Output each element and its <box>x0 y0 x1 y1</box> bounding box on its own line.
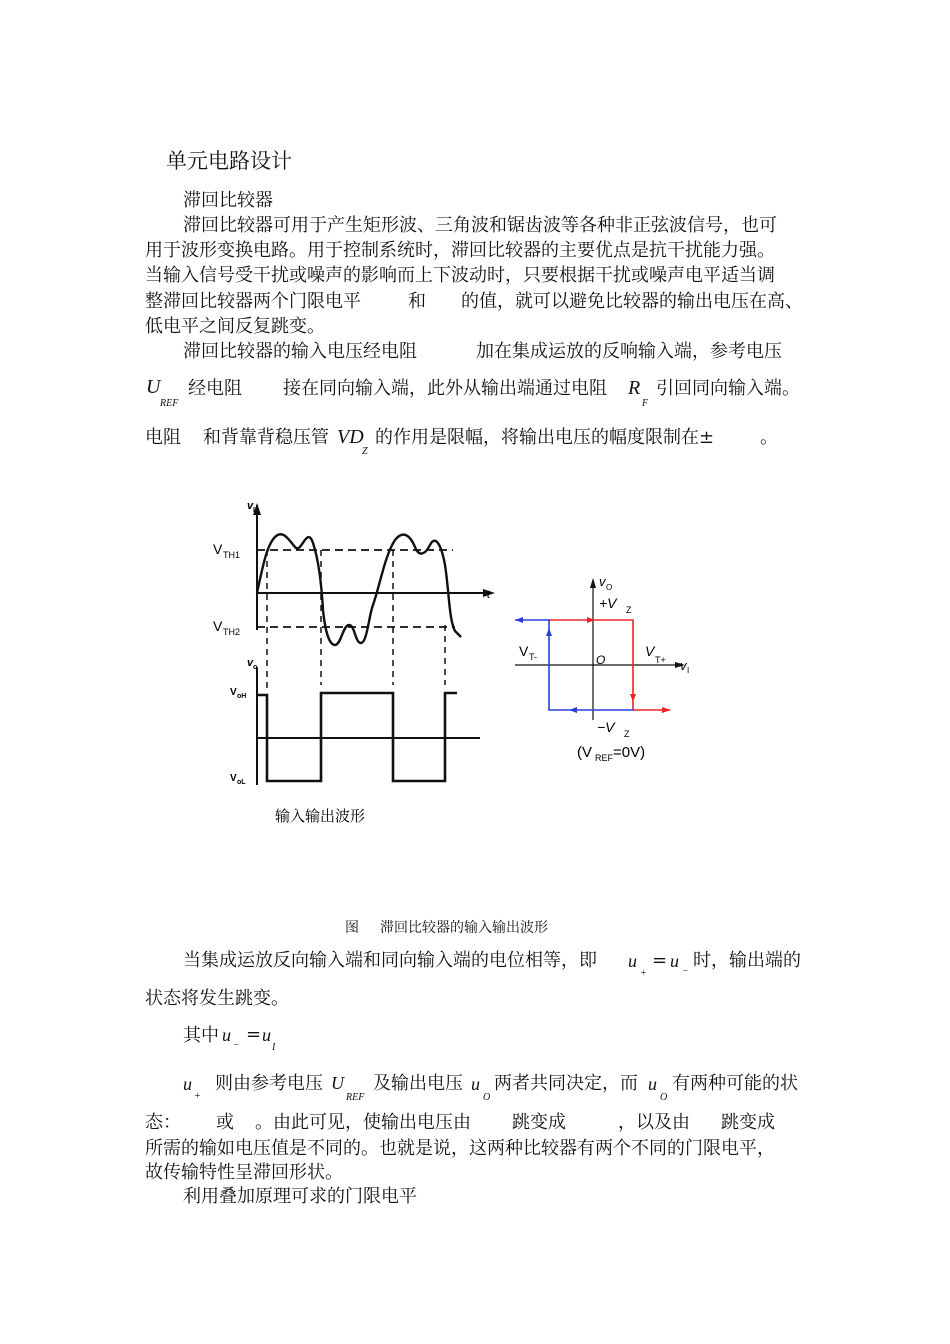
var-u-plus-2: u <box>183 1074 192 1094</box>
eq-sign: = <box>652 950 668 971</box>
var-R: R <box>628 377 641 399</box>
para5-l2c: 。由此可见，使输出电压由 <box>255 1112 471 1133</box>
vo-sub: o <box>253 664 258 671</box>
para2-line3d: 。 <box>760 427 778 448</box>
para1-line5: 低电平之间反复跳变。 <box>145 316 325 337</box>
sub-REF-2: REF <box>346 1092 365 1103</box>
para2-line2a: 经电阻 <box>188 378 242 399</box>
transfer-curve-figure <box>505 570 705 770</box>
minus-vz-label: −V <box>597 719 615 735</box>
vref-tail: =0V) <box>613 744 646 761</box>
para1-line1: 滞回比较器可用于产生矩形波、三角波和锯齿波等各种非正弦波信号，也可 <box>183 215 777 236</box>
para5-l2d: 跳变成 <box>512 1112 566 1133</box>
vol-sub: oL <box>237 779 246 786</box>
var-u-minus: u <box>670 951 679 971</box>
sub-REF: REF <box>160 398 179 409</box>
para4-text: 其中 <box>183 1025 219 1046</box>
vt-minus-label: V <box>519 643 529 659</box>
voh-sub: oH <box>237 693 247 700</box>
var-u-I: u <box>262 1025 271 1045</box>
vi-sub: I <box>253 507 255 514</box>
para1-line4c: 的值，就可以避免比较器的输出电压在高、 <box>461 291 803 312</box>
para2-line3b: 和背靠背稳压管 <box>203 427 329 448</box>
para1-line4b: 和 <box>408 291 426 312</box>
para6: 利用叠加原理可求的门限电平 <box>183 1186 417 1207</box>
plus-vz-label: +V <box>599 595 617 611</box>
para5-b: 及输出电压 <box>373 1073 463 1094</box>
para2-line1a: 滞回比较器的输入电压经电阻 <box>183 341 417 362</box>
vth2-sub: TH2 <box>223 627 241 637</box>
sub-minus: − <box>682 966 689 977</box>
sub-plus-2: + <box>194 1091 201 1102</box>
sub-O-2: O <box>660 1092 668 1103</box>
para5-l2e: ，以及由 <box>618 1112 690 1133</box>
para5-l4: 故传输特性呈滞回形状。 <box>145 1162 343 1183</box>
var-U: U <box>146 376 161 398</box>
var-U-2: U <box>331 1073 344 1093</box>
figure-caption: 滞回比较器的输入输出波形 <box>380 919 548 935</box>
para1-line4a: 整滞回比较器两个门限电平 <box>145 291 361 312</box>
sub-O: O <box>483 1092 491 1103</box>
section-title: 单元电路设计 <box>166 149 292 173</box>
vi-label: v <box>247 500 254 512</box>
vt-plus-label: V <box>645 643 655 659</box>
para2-line1b: 加在集成运放的反响输入端，参考电压 <box>476 341 782 362</box>
origin-label: O <box>596 653 606 667</box>
vref-sub: REF <box>595 753 613 763</box>
minus-vz-sub: Z <box>624 729 630 739</box>
var-u-minus-2: u <box>222 1025 231 1045</box>
voh-label: V <box>230 687 237 698</box>
sub-plus: + <box>640 968 647 979</box>
sub-minus-2: − <box>233 1040 240 1051</box>
vt-plus-sub: T+ <box>655 655 666 665</box>
subsection-title: 滞回比较器 <box>183 190 273 211</box>
para5-l2a: 态： <box>145 1112 181 1133</box>
vth1-sub: TH1 <box>223 550 241 560</box>
para5-l3: 所需的输如电压值是不同的。也就是说，这两种比较器有两个不同的门限电平， <box>145 1138 775 1159</box>
var-u-O: u <box>471 1074 480 1094</box>
para3-line2: 状态将发生跳变。 <box>145 988 289 1009</box>
vi-axis-sub: I <box>687 666 690 675</box>
para3-line1b: 时，输出端的 <box>693 950 801 971</box>
var-VD: VD <box>337 426 364 448</box>
vth2-label: V <box>213 618 223 634</box>
para5-a: 则由参考电压 <box>215 1073 323 1094</box>
para2-line2b: 接在同向输入端，此外从输出端通过电阻 <box>283 378 607 399</box>
para2-line2c: 引回同向输入端。 <box>656 378 800 399</box>
para5-l2b: 或 <box>216 1112 234 1133</box>
sub-Z: Z <box>362 446 368 457</box>
para5-l2f: 跳变成 <box>721 1112 775 1133</box>
waveform-figure <box>205 495 505 835</box>
para2-line3a: 电阻 <box>145 427 181 448</box>
vref-note: (V <box>577 744 592 761</box>
para2-line3c: 的作用是限幅，将输出电压的幅度限制在± <box>375 427 715 448</box>
plus-vz-sub: Z <box>626 605 632 615</box>
eq-sign-2: = <box>246 1024 262 1045</box>
vth1-label: V <box>213 541 223 557</box>
para1-line2: 用于波形变换电路。用于控制系统时，滞回比较器的主要优点是抗干扰能力强。 <box>145 240 775 261</box>
para5-d: 有两种可能的状 <box>672 1073 798 1094</box>
var-u-plus: u <box>628 951 637 971</box>
para3-line1a: 当集成运放反向输入端和同向输入端的电位相等，即 <box>183 950 597 971</box>
figure-label: 图 <box>345 919 359 935</box>
para1-line3: 当输入信号受干扰或噪声的影响而上下波动时，只要根据干扰或噪声电平适当调 <box>145 265 775 286</box>
vo-axis-sub: O <box>606 583 613 592</box>
waveform-caption: 输入输出波形 <box>275 808 366 825</box>
vo-label: v <box>247 657 254 669</box>
var-u-O-2: u <box>648 1074 657 1094</box>
t-label: t <box>487 589 491 601</box>
vt-minus-sub: T- <box>529 652 537 662</box>
sub-I: I <box>272 1042 276 1053</box>
sub-F: F <box>642 398 649 409</box>
vo-axis-label: v <box>599 574 606 589</box>
vol-label: V <box>230 773 237 784</box>
para5-c: 两者共同决定，而 <box>494 1073 638 1094</box>
vi-axis-label: v <box>680 658 687 673</box>
